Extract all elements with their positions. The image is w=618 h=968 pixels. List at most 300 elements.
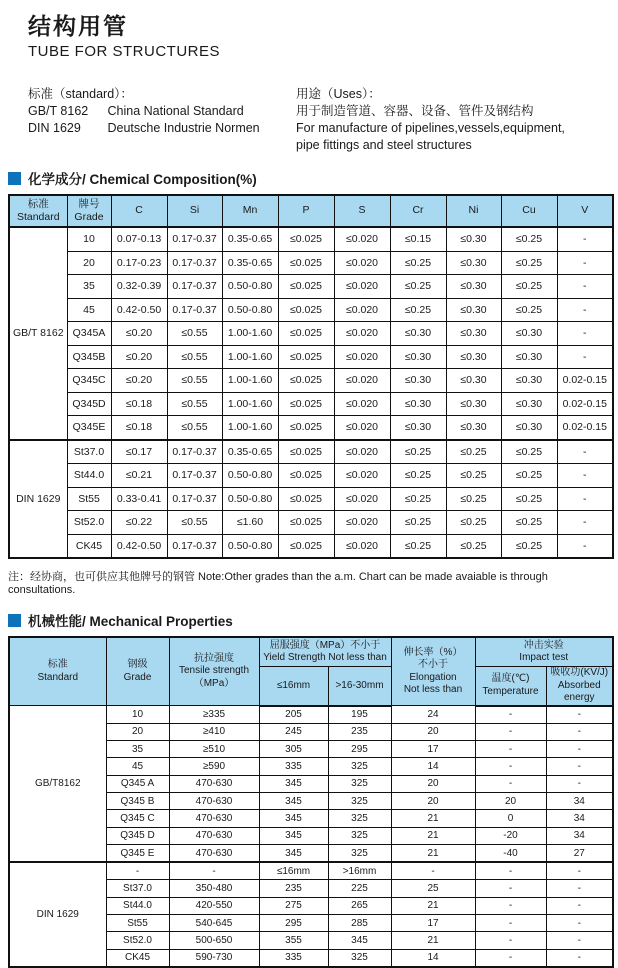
value-cell: - (546, 932, 613, 949)
value-cell: ≤0.020 (334, 298, 390, 322)
value-cell: ≤0.25 (390, 298, 446, 322)
value-cell: ≤0.20 (111, 345, 167, 369)
value-cell: 335 (259, 949, 328, 967)
standard-code: GB/T 8162 (28, 104, 89, 118)
value-cell: ≤0.020 (334, 392, 390, 416)
grade-cell: St55 (67, 487, 111, 511)
value-cell: ≤0.15 (390, 227, 446, 251)
header-line: Impact test (519, 652, 569, 663)
standard-cell: GB/T8162 (9, 706, 106, 863)
value-cell: 0.17-0.37 (167, 440, 222, 464)
value-cell: 0 (475, 810, 546, 827)
header-line: 标准 (27, 197, 49, 210)
value-cell: ≤0.30 (446, 345, 501, 369)
header-line: Yield Strength Not less than (263, 652, 387, 663)
value-cell: ≤0.025 (278, 416, 334, 440)
table-row (9, 706, 613, 724)
grade-cell: Q345 C (106, 810, 169, 827)
header-line: Elongation (409, 671, 457, 683)
value-cell: ≤0.25 (390, 440, 446, 464)
uses-text-en-1: For manufacture of pipelines,vessels,equipment, (296, 121, 565, 135)
value-cell: 470-630 (169, 792, 259, 809)
grade-cell: 20 (106, 723, 169, 740)
value-cell: ≤0.025 (278, 440, 334, 464)
value-cell: ≤0.25 (446, 440, 501, 464)
value-cell: - (546, 775, 613, 792)
value-cell: 0.35-0.65 (222, 227, 278, 251)
value-cell: ≤0.25 (390, 275, 446, 299)
value-cell: ≤0.30 (446, 275, 501, 299)
value-cell: ≤0.25 (446, 487, 501, 511)
value-cell: 0.17-0.37 (167, 275, 222, 299)
value-cell: ≤0.25 (501, 251, 557, 275)
value-cell: 245 (259, 723, 328, 740)
grade-cell: 10 (67, 227, 111, 251)
value-cell: - (546, 741, 613, 758)
grade-cell: St37.0 (67, 440, 111, 464)
element-column-header: Cr (390, 195, 446, 227)
element-column-header: C (111, 195, 167, 227)
value-cell: - (546, 880, 613, 897)
value-cell: 345 (259, 844, 328, 862)
value-cell: ≤0.25 (501, 298, 557, 322)
value-cell: -40 (475, 844, 546, 862)
value-cell: - (546, 915, 613, 932)
value-cell: ≤0.20 (111, 322, 167, 346)
value-cell: ≤0.30 (446, 369, 501, 393)
value-cell: ≤0.30 (390, 322, 446, 346)
value-cell: - (546, 897, 613, 914)
element-column-header: Mn (222, 195, 278, 227)
header-line: Grade (123, 671, 152, 683)
value-cell: ≤0.30 (501, 369, 557, 393)
table-row (9, 275, 613, 299)
grade-cell: Q345B (67, 345, 111, 369)
value-cell: 17 (391, 741, 475, 758)
value-cell: - (557, 227, 613, 251)
value-cell: 285 (328, 915, 391, 932)
value-cell: - (169, 862, 259, 880)
value-cell: 325 (328, 758, 391, 775)
value-cell: 205 (259, 706, 328, 724)
value-cell: 0.32-0.39 (111, 275, 167, 299)
header-line: 钢级 (127, 659, 148, 670)
section-bullet-icon (8, 614, 21, 627)
value-cell: 195 (328, 706, 391, 724)
chemical-section-title (8, 168, 618, 188)
value-cell: 325 (328, 792, 391, 809)
value-cell: 265 (328, 897, 391, 914)
value-cell: 0.35-0.65 (222, 440, 278, 464)
note-text: 注：经协商，也可供应其他牌号的钢管 Note:Other grades than the a.m. Chart can be made avaiable is through consultations. (8, 571, 548, 596)
value-cell: - (475, 862, 546, 880)
table-row (9, 487, 613, 511)
value-cell: - (557, 275, 613, 299)
value-cell: 305 (259, 741, 328, 758)
value-cell: ≤0.25 (501, 487, 557, 511)
value-cell: ≤0.020 (334, 464, 390, 488)
value-cell: ≤0.30 (501, 416, 557, 440)
value-cell: 20 (391, 723, 475, 740)
value-cell: ≥510 (169, 741, 259, 758)
chemical-section-label: 化学成分/ Chemical Composition(%) (28, 172, 257, 187)
value-cell: ≤0.025 (278, 369, 334, 393)
value-cell: 325 (328, 827, 391, 844)
value-cell: 21 (391, 827, 475, 844)
value-cell: ≤0.55 (167, 416, 222, 440)
value-cell: 14 (391, 949, 475, 967)
header-line: 温度(℃) (491, 673, 530, 685)
grade-cell: 35 (67, 275, 111, 299)
value-cell: - (546, 723, 613, 740)
grade-cell: Q345 B (106, 792, 169, 809)
value-cell: - (557, 534, 613, 558)
grade-cell: St37.0 (106, 880, 169, 897)
value-cell: 0.17-0.37 (167, 487, 222, 511)
impact-sub-header (475, 667, 546, 706)
header-line: 吸收功(KV/J) (550, 667, 609, 678)
value-cell: ≤0.25 (501, 534, 557, 558)
grade-cell: Q345 E (106, 844, 169, 862)
element-column-header: S (334, 195, 390, 227)
header-line: Tensile strength (178, 665, 250, 677)
value-cell: 345 (328, 932, 391, 949)
column-header (9, 195, 67, 227)
value-cell: ≤0.25 (390, 487, 446, 511)
value-cell: 21 (391, 897, 475, 914)
value-cell: 345 (259, 792, 328, 809)
value-cell: - (546, 706, 613, 724)
grade-cell: CK45 (106, 949, 169, 967)
value-cell: ≤0.025 (278, 464, 334, 488)
value-cell: ≤0.020 (334, 416, 390, 440)
value-cell: - (557, 511, 613, 535)
value-cell: ≤0.25 (501, 464, 557, 488)
value-cell: 0.33-0.41 (111, 487, 167, 511)
header-line: Temperature (482, 685, 539, 697)
value-cell: 1.00-1.60 (222, 416, 278, 440)
value-cell: ≤0.55 (167, 345, 222, 369)
header-line: Grade (74, 211, 104, 223)
yield-sub-header: ≤16mm (259, 667, 328, 706)
value-cell: ≤0.025 (278, 227, 334, 251)
value-cell: ≤0.020 (334, 322, 390, 346)
table-row (9, 392, 613, 416)
value-cell: 350-480 (169, 880, 259, 897)
mechanical-section-title (8, 610, 618, 630)
value-cell: ≥590 (169, 758, 259, 775)
grade-cell: Q345C (67, 369, 111, 393)
mech-header-row-1 (9, 637, 613, 667)
value-cell: - (557, 440, 613, 464)
intro-section (28, 86, 618, 154)
table-row (9, 862, 613, 880)
value-cell: ≤16mm (259, 862, 328, 880)
standard-name: China National Standard (107, 104, 244, 118)
header-line: Standard (37, 671, 79, 683)
header-line: Absorbed energy (557, 679, 601, 703)
value-cell: 470-630 (169, 844, 259, 862)
value-cell: - (557, 464, 613, 488)
yield-sub-header: >16-30mm (328, 667, 391, 706)
grade-cell: 20 (67, 251, 111, 275)
value-cell: 355 (259, 932, 328, 949)
value-cell: 0.17-0.23 (111, 251, 167, 275)
value-cell: ≤0.020 (334, 251, 390, 275)
value-cell: 345 (259, 827, 328, 844)
value-cell: - (475, 706, 546, 724)
grade-cell: - (106, 862, 169, 880)
value-cell: ≤0.30 (446, 227, 501, 251)
value-cell: ≤0.020 (334, 511, 390, 535)
value-cell: ≤0.21 (111, 464, 167, 488)
value-cell: 17 (391, 915, 475, 932)
grade-cell: Q345 A (106, 775, 169, 792)
value-cell: ≤0.30 (390, 345, 446, 369)
value-cell: ≤0.25 (501, 275, 557, 299)
grade-cell: 45 (106, 758, 169, 775)
value-cell: 470-630 (169, 775, 259, 792)
value-cell: 0.50-0.80 (222, 298, 278, 322)
mechanical-section-label: 机械性能/ Mechanical Properties (28, 614, 233, 629)
value-cell: 225 (328, 880, 391, 897)
grade-cell: St55 (106, 915, 169, 932)
header-line: Standard (16, 211, 60, 223)
value-cell: 470-630 (169, 827, 259, 844)
value-cell: ≤0.30 (390, 416, 446, 440)
value-cell: 14 (391, 758, 475, 775)
standard-name: Deutsche Industrie Normen (107, 121, 260, 135)
value-cell: 325 (328, 775, 391, 792)
grade-cell: St44.0 (67, 464, 111, 488)
value-cell: -20 (475, 827, 546, 844)
grade-cell: St52.0 (67, 511, 111, 535)
value-cell: 0.50-0.80 (222, 275, 278, 299)
table-row (9, 511, 613, 535)
value-cell: 0.50-0.80 (222, 464, 278, 488)
value-cell: 325 (328, 810, 391, 827)
elongation-column-header (391, 637, 475, 706)
value-cell: 295 (328, 741, 391, 758)
value-cell: 0.35-0.65 (222, 251, 278, 275)
header-line: Not less than (403, 684, 463, 695)
value-cell: ≤0.17 (111, 440, 167, 464)
value-cell: ≤0.025 (278, 322, 334, 346)
value-cell: ≤0.30 (446, 416, 501, 440)
value-cell: 0.17-0.37 (167, 251, 222, 275)
value-cell: 325 (328, 949, 391, 967)
value-cell: 20 (391, 775, 475, 792)
value-cell: 540-645 (169, 915, 259, 932)
value-cell: ≤0.30 (446, 322, 501, 346)
value-cell: - (546, 758, 613, 775)
value-cell: ≤0.25 (390, 464, 446, 488)
value-cell: ≤0.25 (446, 511, 501, 535)
value-cell: 20 (475, 792, 546, 809)
value-cell: 325 (328, 844, 391, 862)
value-cell: ≥335 (169, 706, 259, 724)
value-cell: ≤0.020 (334, 227, 390, 251)
value-cell: 20 (391, 792, 475, 809)
value-cell: - (475, 758, 546, 775)
value-cell: ≤0.55 (167, 369, 222, 393)
header-line: 伸长率（%） (403, 646, 463, 658)
value-cell: 1.00-1.60 (222, 322, 278, 346)
value-cell: ≤0.025 (278, 487, 334, 511)
value-cell: - (546, 862, 613, 880)
value-cell: 1.00-1.60 (222, 369, 278, 393)
value-cell: ≤0.25 (501, 440, 557, 464)
grade-cell: Q345D (67, 392, 111, 416)
value-cell: - (557, 322, 613, 346)
value-cell: ≤0.22 (111, 511, 167, 535)
table-row (9, 251, 613, 275)
value-cell: ≤0.30 (501, 322, 557, 346)
value-cell: ≤0.020 (334, 534, 390, 558)
value-cell: 0.50-0.80 (222, 534, 278, 558)
chem-header-row (9, 195, 613, 227)
value-cell: 275 (259, 897, 328, 914)
value-cell: ≤0.25 (390, 251, 446, 275)
tensile-column-header (169, 637, 259, 706)
value-cell: ≤0.30 (446, 392, 501, 416)
value-cell: ≤0.25 (501, 511, 557, 535)
value-cell: ≤0.25 (501, 227, 557, 251)
value-cell: 345 (259, 775, 328, 792)
catalog-page (0, 8, 618, 964)
element-column-header: Ni (446, 195, 501, 227)
standards-block (28, 86, 296, 154)
uses-label: 用途（Uses）： (296, 87, 381, 101)
value-cell: 335 (259, 758, 328, 775)
grade-cell: St44.0 (106, 897, 169, 914)
standard-code: DIN 1629 (28, 121, 81, 135)
standard-line (28, 103, 296, 120)
value-cell: 0.17-0.37 (167, 464, 222, 488)
value-cell: - (475, 775, 546, 792)
element-column-header: Si (167, 195, 222, 227)
uses-block (296, 86, 565, 154)
value-cell: ≤0.55 (167, 322, 222, 346)
page-subtitle: TUBE FOR STRUCTURES (28, 43, 221, 60)
value-cell: ≤0.025 (278, 392, 334, 416)
header-line: （MPa） (193, 677, 235, 689)
value-cell: 235 (328, 723, 391, 740)
value-cell: >16mm (328, 862, 391, 880)
value-cell: 24 (391, 706, 475, 724)
value-cell: 0.42-0.50 (111, 534, 167, 558)
value-cell: 25 (391, 880, 475, 897)
value-cell: 34 (546, 792, 613, 809)
uses-text-en-2: pipe fittings and steel structures (296, 138, 472, 152)
value-cell: - (557, 298, 613, 322)
value-cell: - (391, 862, 475, 880)
value-cell: 470-630 (169, 810, 259, 827)
element-column-header: V (557, 195, 613, 227)
standard-cell: DIN 1629 (9, 440, 67, 559)
value-cell: 500-650 (169, 932, 259, 949)
table-row (9, 416, 613, 440)
table-row (9, 322, 613, 346)
value-cell: ≤0.25 (446, 464, 501, 488)
value-cell: ≤1.60 (222, 511, 278, 535)
value-cell: 21 (391, 844, 475, 862)
value-cell: ≤0.025 (278, 275, 334, 299)
value-cell: 0.07-0.13 (111, 227, 167, 251)
header-line: 标准 (47, 659, 68, 670)
value-cell: - (475, 897, 546, 914)
grade-cell: 45 (67, 298, 111, 322)
value-cell: - (475, 880, 546, 897)
standard-cell: GB/T 8162 (9, 227, 67, 440)
value-cell: ≤0.25 (390, 534, 446, 558)
table-row (9, 298, 613, 322)
value-cell: 0.02-0.15 (557, 392, 613, 416)
value-cell: 590-730 (169, 949, 259, 967)
standard-cell: DIN 1629 (9, 862, 106, 967)
grade-cell: Q345E (67, 416, 111, 440)
value-cell: ≤0.025 (278, 345, 334, 369)
value-cell: 235 (259, 880, 328, 897)
grade-cell: Q345 D (106, 827, 169, 844)
value-cell: - (557, 345, 613, 369)
value-cell: ≤0.18 (111, 392, 167, 416)
value-cell: - (475, 949, 546, 967)
standards-label: 标准（standard）： (28, 87, 133, 101)
grade-column-header (106, 637, 169, 706)
value-cell: 0.02-0.15 (557, 416, 613, 440)
value-cell: ≤0.55 (167, 392, 222, 416)
impact-group-header (475, 637, 613, 667)
value-cell: - (557, 487, 613, 511)
value-cell: ≤0.25 (390, 511, 446, 535)
impact-sub-header (546, 667, 613, 706)
value-cell: 0.50-0.80 (222, 487, 278, 511)
value-cell: ≤0.30 (390, 369, 446, 393)
value-cell: 0.42-0.50 (111, 298, 167, 322)
value-cell: ≤0.020 (334, 275, 390, 299)
value-cell: - (475, 915, 546, 932)
grade-cell: CK45 (67, 534, 111, 558)
table-row (9, 440, 613, 464)
table-row (9, 345, 613, 369)
table-row (9, 227, 613, 251)
value-cell: ≤0.30 (501, 345, 557, 369)
value-cell: 1.00-1.60 (222, 392, 278, 416)
value-cell: 295 (259, 915, 328, 932)
value-cell: 0.02-0.15 (557, 369, 613, 393)
page-title: 结构用管 (28, 13, 128, 39)
table-row (9, 464, 613, 488)
value-cell: ≤0.025 (278, 251, 334, 275)
uses-text-cn: 用于制造管道、容器、设备、管件及钢结构 (296, 104, 534, 118)
value-cell: ≤0.020 (334, 369, 390, 393)
value-cell: ≤0.020 (334, 345, 390, 369)
value-cell: 21 (391, 932, 475, 949)
standard-line (28, 120, 296, 137)
value-cell: 34 (546, 827, 613, 844)
header-line: 不小于 (418, 659, 448, 670)
value-cell: 1.00-1.60 (222, 345, 278, 369)
header-line: 屈服强度（MPa）不小于 (269, 639, 381, 651)
value-cell: - (546, 949, 613, 967)
value-cell: 0.17-0.37 (167, 534, 222, 558)
column-header (67, 195, 111, 227)
header-line: 冲击实验 (523, 639, 564, 651)
value-cell: ≥410 (169, 723, 259, 740)
value-cell: ≤0.30 (446, 298, 501, 322)
value-cell: ≤0.20 (111, 369, 167, 393)
